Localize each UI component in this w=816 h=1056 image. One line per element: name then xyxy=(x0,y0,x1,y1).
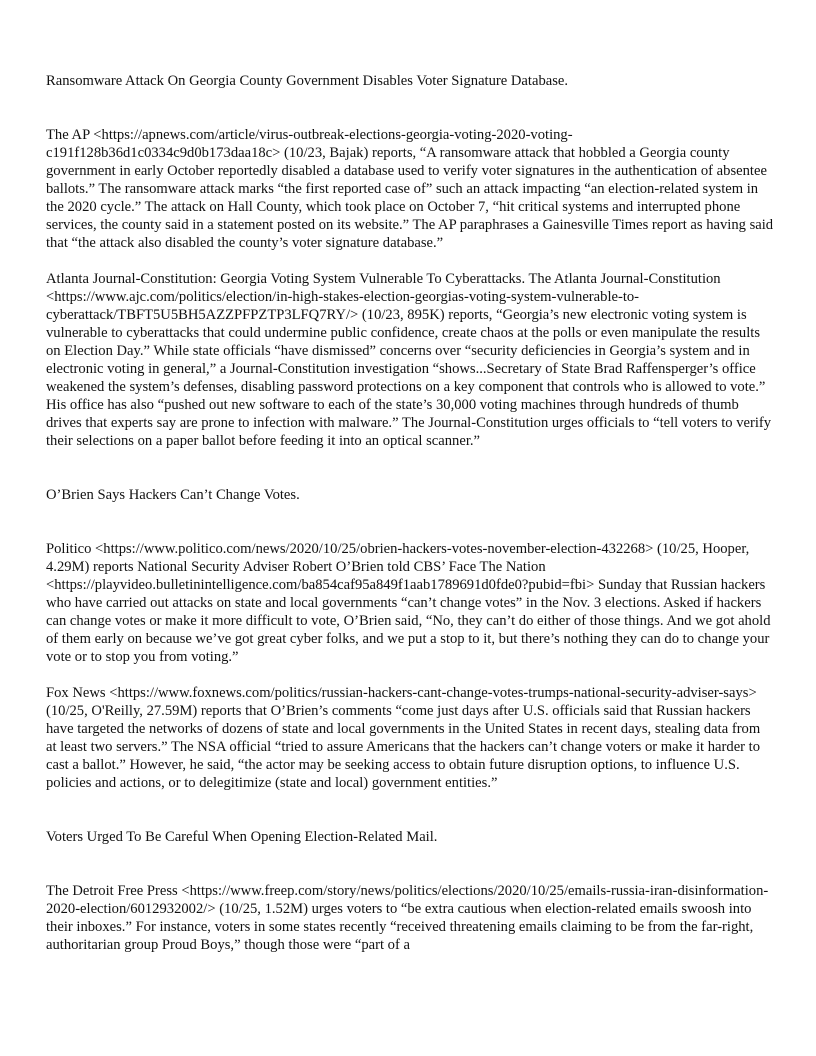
article-election-mail xyxy=(46,828,774,954)
article-ransomware xyxy=(46,72,774,450)
article-headline: Voters Urged To Be Careful When Opening Election-Related Mail. xyxy=(46,829,438,845)
document-page xyxy=(46,72,774,954)
article-paragraph: Politico <https://www.politico.com/news/2020/10/25/obrien-hackers-votes-november-election-432268> (10/25, Hooper, 4.29M) reports National Security Adviser Robert O’Brien told CBS’ Face The Nation <https://playvideo.bulletinintelligence.com/ba854caf95a849f1aab1789691d0fde0?pubid=fbi> Sunday that Russian hackers who have carried out attacks on state and local governments “can’t change votes” in the Nov. 3 elections. Asked if hackers can change votes or make it more difficult to vote, O’Brien said, “No, they can’t do either of those things. And we got ahold of them early on because we’ve got great cyber folks, and we put a stop to it, but there’s nothing they can do to change your vote or to stop you from voting.” xyxy=(46,541,771,665)
article-paragraph: Atlanta Journal-Constitution: Georgia Voting System Vulnerable To Cyberattacks. The Atlanta Journal-Constitution <https://www.ajc.com/politics/election/in-high-stakes-election-georgias-voting-system-vulnerable-to-cyberattack/TBFT5U5BH5AZZPFPZTP3LFQ7RY/> (10/23, 895K) reports, “Georgia’s new electronic voting system is vulnerable to cyberattacks that could undermine public confidence, create chaos at the polls or even manipulate the results on Election Day.” While state officials “have dismissed” concerns over “security deficiencies in Georgia’s system and in electronic voting in general,” a Journal-Constitution investigation “shows...Secretary of State Brad Raffensperger’s office weakened the system’s defenses, disabling password protections on a key component that controls who is allowed to vote.” His office has also “pushed out new software to each of the state’s 30,000 voting machines through hundreds of thumb drives that experts say are prone to infection with malware.” The Journal-Constitution urges officials to “tell voters to verify their selections on a paper ballot before feeding it into an optical scanner.” xyxy=(46,271,772,449)
article-paragraph: The AP <https://apnews.com/article/virus-outbreak-elections-georgia-voting-2020-voting-c191f128b36d1c0334c9d0b173daa18c> (10/23, Bajak) reports, “A ransomware attack that hobbled a Georgia county government in early October reportedly disabled a database used to verify voter signatures in the authentication of absentee ballots.” The ransomware attack marks “the first reported case of” such an attack impacting “an election-related system in the 2020 cycle.” The attack on Hall County, which took place on October 7, “hit critical systems and interrupted phone services, the county said in a statement posted on its website.” The AP paraphrases a Gainesville Times report as having said that “the attack also disabled the county’s voter signature database.” xyxy=(46,127,774,251)
article-paragraph: The Detroit Free Press <https://www.freep.com/story/news/politics/elections/2020/10/25/emails-russia-iran-disinformation-2020-election/6012932002/> (10/25, 1.52M) urges voters to “be extra cautious when election-related emails swoosh into their inboxes.” For instance, voters in some states recently “received threatening emails claiming to be from the far-right, authoritarian group Proud Boys,” though those were “part of a xyxy=(46,883,769,953)
article-obrien xyxy=(46,486,774,792)
article-paragraph: Fox News <https://www.foxnews.com/politics/russian-hackers-cant-change-votes-trumps-national-security-adviser-says> (10/25, O'Reilly, 27.59M) reports that O’Brien’s comments “come just days after U.S. officials said that Russian hackers have targeted the networks of dozens of state and local governments in the United States in recent days, stealing data from at least two servers.” The NSA official “tried to assure Americans that the hackers can’t change voters or make it harder to cast a ballot.” However, he said, “the actor may be seeking access to obtain future disruption options, to influence U.S. policies and actions, or to delegitimize (state and local) government entities.” xyxy=(46,685,761,791)
article-headline: Ransomware Attack On Georgia County Government Disables Voter Signature Database. xyxy=(46,73,569,89)
article-headline: O’Brien Says Hackers Can’t Change Votes. xyxy=(46,487,300,503)
